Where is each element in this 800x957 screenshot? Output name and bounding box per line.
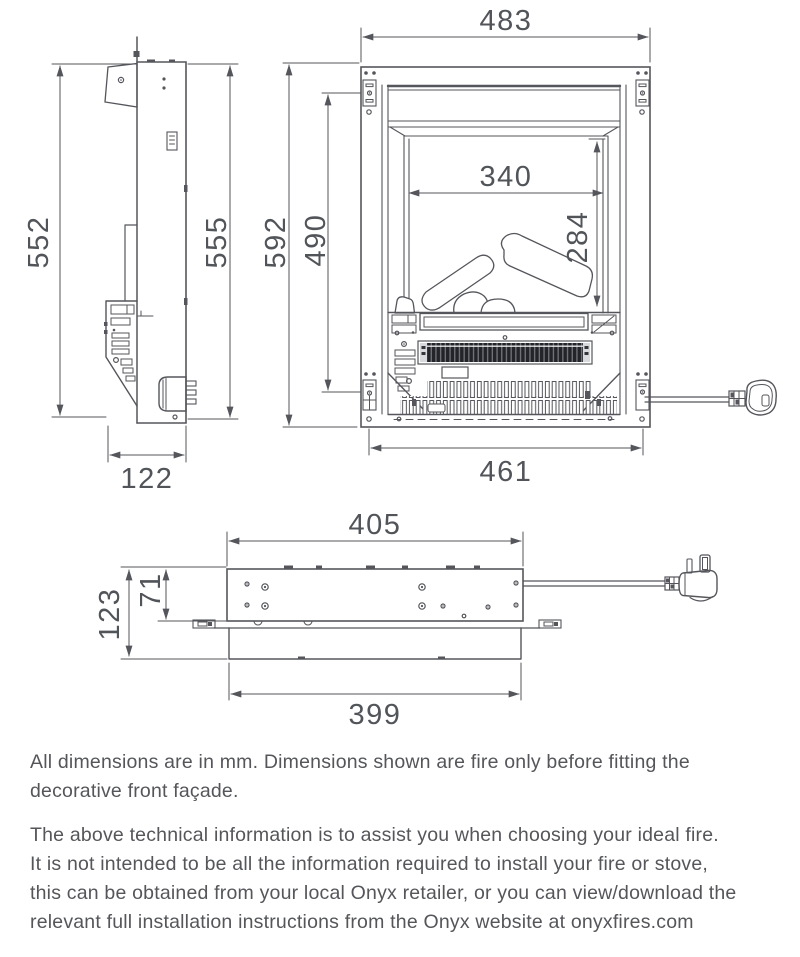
dim-side-depth (108, 426, 186, 495)
note-line: It is not intended to be all the information required to install your fire or stove, (30, 853, 708, 875)
dim-label-284: 284 (562, 210, 594, 264)
fuel-bed-panel (388, 313, 620, 335)
side-control-housing (104, 301, 137, 406)
dim-top-width (227, 509, 523, 566)
fixing-bracket-top-left (363, 71, 376, 114)
notes-section (30, 748, 770, 952)
rating-label (442, 367, 468, 378)
note-line: The above technical information is to assist you when choosing your ideal fire. (30, 824, 719, 846)
top-screws (245, 581, 518, 618)
side-top-bracket (105, 64, 137, 108)
dim-side-back-height (188, 64, 238, 419)
note-line: this can be obtained from your local Onyx retailer, or you can view/download the (30, 882, 737, 904)
dim-label-340: 340 (479, 161, 533, 193)
dim-top-body-depth (135, 570, 226, 621)
dim-label-122: 122 (120, 463, 174, 495)
dim-label-555: 555 (201, 215, 233, 269)
note-line: relevant full installation instructions from the Onyx website at onyxfires.com (30, 911, 694, 933)
vent-slots (400, 379, 617, 415)
heater-grille (418, 336, 592, 364)
power-cable-top (523, 577, 679, 590)
dim-front-overall-width (361, 5, 650, 62)
front-view (260, 5, 776, 488)
dim-label-399: 399 (348, 699, 402, 731)
note-disclaimer (30, 821, 770, 937)
dim-label-483: 483 (479, 5, 533, 37)
dim-label-552: 552 (23, 215, 55, 269)
uk-plug-side-icon (679, 555, 717, 601)
power-cable (645, 391, 745, 406)
dim-label-405: 405 (348, 509, 402, 541)
fixing-bracket-top-right (636, 71, 649, 114)
top-rear-flange (229, 628, 521, 660)
side-view (23, 37, 238, 495)
top-view (94, 509, 717, 731)
front-canopy (388, 86, 620, 136)
dim-label-71: 71 (135, 572, 167, 608)
top-lug-right (539, 620, 561, 628)
dim-label-592: 592 (260, 215, 292, 269)
dim-front-chassis-width (369, 429, 643, 488)
note-line: All dimensions are in mm. Dimensions shown are fire only before fitting the (30, 751, 690, 773)
note-line: decorative front façade. (30, 780, 239, 802)
uk-plug-icon (746, 380, 776, 415)
fixing-bracket-bottom-left (363, 372, 376, 421)
dim-label-461: 461 (479, 456, 533, 488)
top-body (227, 569, 523, 621)
dim-front-opening-width (409, 161, 603, 193)
side-body (137, 62, 186, 423)
dim-front-inner-height (300, 93, 361, 392)
dim-top-bottom-width (229, 663, 521, 731)
dim-label-123: 123 (94, 587, 126, 641)
note-dimensions (30, 748, 770, 806)
dim-label-490: 490 (300, 213, 332, 267)
side-plug-icon (159, 377, 196, 419)
dim-side-front-height (23, 64, 137, 417)
